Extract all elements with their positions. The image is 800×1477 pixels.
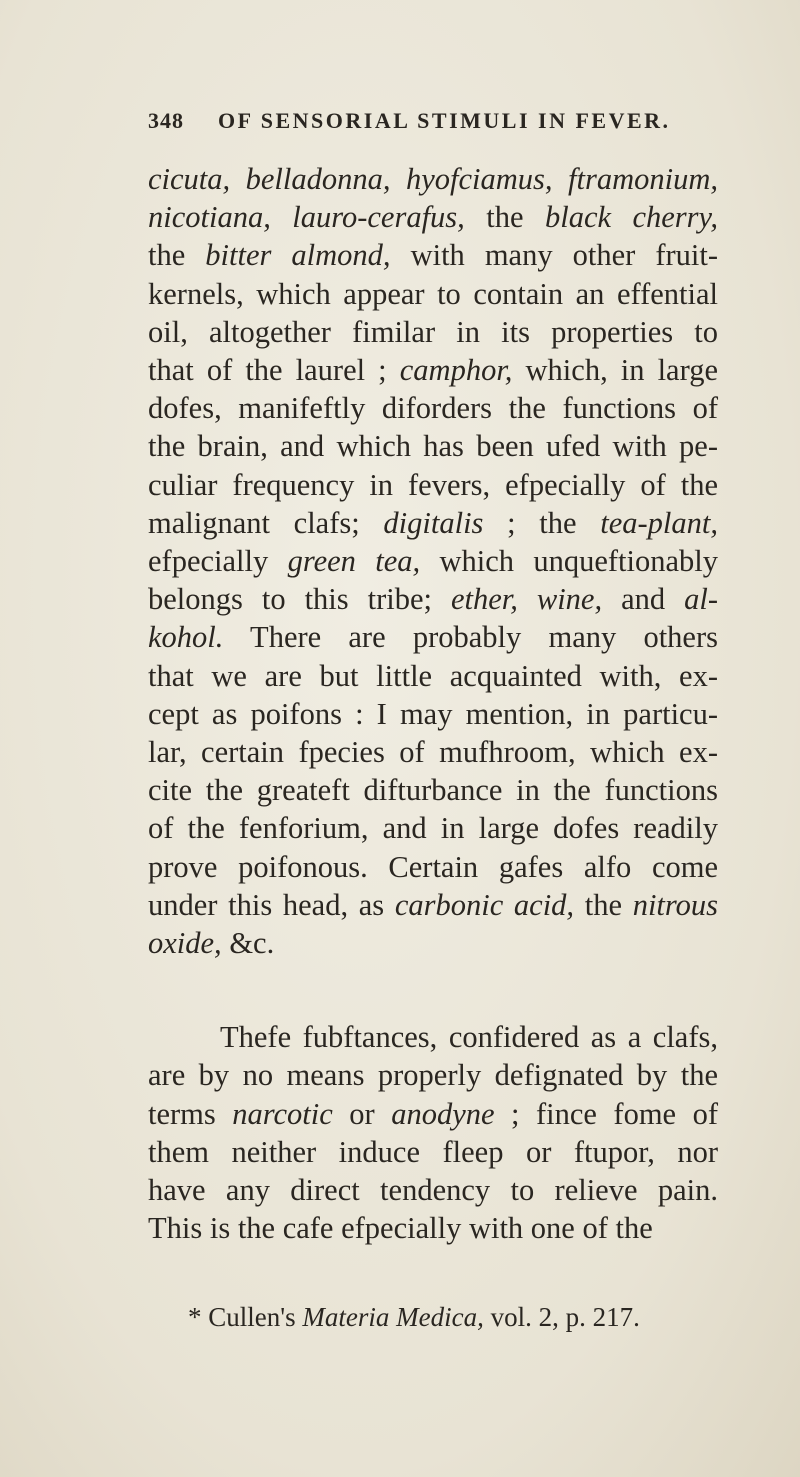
- italic-term: oxide,: [148, 926, 222, 961]
- italic-term: tea-plant,: [600, 505, 718, 540]
- footnote: [188, 1302, 640, 1333]
- text-line: [148, 848, 718, 886]
- text-run: the: [148, 238, 206, 273]
- page-number: 348: [148, 108, 184, 133]
- italic-term: green tea,: [287, 544, 421, 579]
- text-line: [148, 504, 718, 542]
- paragraph-gap: [148, 962, 718, 1018]
- text-line: [148, 466, 718, 504]
- text-run: Thefe fubftances, confidered as a clafs,: [220, 1020, 718, 1055]
- text-line: [148, 351, 718, 389]
- text-run: and: [602, 582, 685, 617]
- text-run: There are probably many others: [223, 620, 718, 655]
- text-line: [148, 1056, 718, 1094]
- text-run: are by no means properly defignated by the: [148, 1058, 718, 1093]
- italic-term: nicotiana, lauro-cerafus,: [148, 200, 465, 235]
- text-line: [148, 1133, 718, 1171]
- paragraph-2: [148, 1018, 718, 1247]
- italic-term: kohol.: [148, 620, 224, 655]
- text-line: [148, 657, 718, 695]
- text-line: [148, 924, 718, 962]
- italic-term: al-: [684, 582, 718, 617]
- text-run: kernels, which appear to contain an effential: [148, 276, 718, 311]
- text-run: cite the greateft difturbance in the functions: [148, 773, 718, 808]
- text-line: [148, 809, 718, 847]
- text-run: with many other fruit-: [390, 238, 718, 273]
- text-run: that of the laurel ;: [148, 353, 400, 388]
- text-run: malignant clafs;: [148, 505, 384, 540]
- text-run: which, in large: [512, 353, 718, 388]
- text-run: Cullen's: [201, 1302, 303, 1332]
- footnote-marker: *: [188, 1302, 202, 1332]
- text-run: of the fenforium, and in large dofes readily: [148, 811, 718, 846]
- italic-term: camphor,: [399, 353, 513, 388]
- text-run: under this head, as: [148, 887, 395, 922]
- text-run: that we are but little acquainted with, ex-: [148, 658, 718, 693]
- text-run: lar, certain fpecies of mufhroom, which ex-: [148, 735, 718, 770]
- italic-term: digitalis: [383, 505, 484, 540]
- italic-term: Materia Medica,: [302, 1302, 484, 1332]
- paragraph-1: [148, 160, 718, 962]
- text-line: [148, 198, 718, 236]
- text-line: [148, 580, 718, 618]
- text-run: or: [332, 1096, 392, 1131]
- text-line: [148, 695, 718, 733]
- text-run: the: [574, 887, 633, 922]
- text-run: vol. 2, p. 217.: [483, 1302, 640, 1332]
- italic-term: ether, wine,: [450, 582, 603, 617]
- text-run: ; the: [483, 505, 601, 540]
- text-line: [148, 1095, 718, 1133]
- text-run: ; fince fome of: [494, 1096, 718, 1131]
- text-line: [148, 1209, 718, 1247]
- text-run: the brain, and which has been ufed with pe-: [148, 429, 718, 464]
- text-run: them neither induce fleep or ftupor, nor: [148, 1134, 718, 1169]
- text-line: [148, 427, 718, 465]
- italic-term: narcotic: [232, 1096, 333, 1131]
- body-text: [148, 160, 718, 1247]
- text-line: [148, 542, 718, 580]
- text-line: [148, 275, 718, 313]
- text-line: [148, 160, 718, 198]
- text-line: [148, 313, 718, 351]
- text-line: [148, 389, 718, 427]
- text-line: [148, 886, 718, 924]
- text-run: culiar frequency in fevers, efpecially of the: [148, 467, 718, 502]
- italic-term: cicuta, belladonna, hyofciamus, ftramonium,: [148, 162, 718, 196]
- italic-term: black cherry,: [544, 200, 719, 235]
- text-run: prove poifonous. Certain gafes alfo come: [148, 849, 718, 884]
- text-run: the: [464, 200, 545, 235]
- text-line: [148, 733, 718, 771]
- italic-term: bitter almond,: [205, 238, 391, 273]
- text-run: have any direct tendency to relieve pain.: [148, 1173, 718, 1208]
- text-run: oil, altogether fimilar in its properties to: [148, 314, 718, 349]
- text-line: [148, 771, 718, 809]
- running-header: [148, 108, 708, 134]
- text-run: cept as poifons : I may mention, in particu-: [148, 696, 718, 731]
- text-run: belongs to this tribe;: [148, 582, 451, 617]
- text-run: &c.: [221, 926, 275, 961]
- running-title: OF SENSORIAL STIMULI IN FEVER.: [218, 108, 671, 133]
- text-line: [148, 236, 718, 274]
- italic-term: carbonic acid,: [394, 887, 575, 922]
- italic-term: anodyne: [391, 1096, 495, 1131]
- text-run: dofes, manifeftly diforders the functions of: [148, 391, 718, 426]
- text-run: efpecially: [148, 544, 288, 579]
- text-run: terms: [148, 1096, 233, 1131]
- text-line: [148, 1018, 718, 1056]
- text-line: [148, 1171, 718, 1209]
- text-line: [148, 618, 718, 656]
- text-run: which unqueftionably: [420, 544, 718, 579]
- text-run: This is the cafe efpecially with one of the: [148, 1211, 653, 1246]
- italic-term: nitrous: [632, 887, 718, 922]
